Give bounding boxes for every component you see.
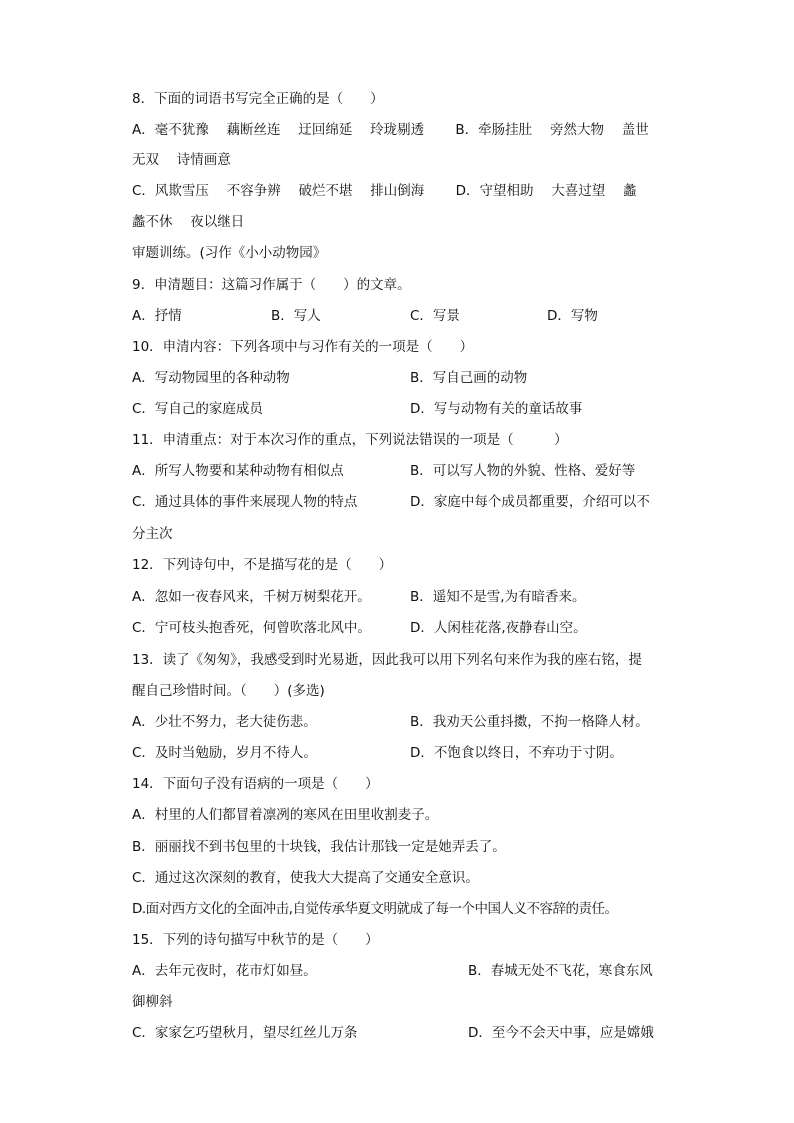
q13-option-b: B．我劝天公重抖擞，不拘一格降人材。 [410, 714, 649, 730]
q13-stem-cont: 醒自己珍惜时间。（ ）(多选) [132, 683, 325, 699]
q10-option-a: A．写动物园里的各种动物 [132, 370, 290, 386]
q11-option-d: D．家庭中每个成员都重要，介绍可以不 [410, 494, 650, 510]
q12-option-c: C．宁可枝头抱香死，何曾吹落北风中。 [132, 620, 371, 636]
q9-option-c: C．写景 [410, 308, 460, 324]
q10-option-c: C．写自己的家庭成员 [132, 401, 263, 417]
q10-stem: 10．申清内容：下列各项中与习作有关的一项是（ ） [132, 339, 474, 355]
q9-option-d: D．写物 [547, 308, 598, 324]
q14-option-d: D.面对西方文化的全面冲击,自觉传承华夏文明就成了每一个中国人义不容辞的责任。 [132, 901, 618, 917]
q14-stem: 14．下面句子没有语病的一项是（ ） [132, 776, 379, 792]
q9-option-a: A．抒情 [132, 308, 182, 324]
q8-stem: 8．下面的词语书写完全正确的是（ ） [132, 91, 384, 107]
q9-option-b: B．写人 [271, 308, 321, 324]
q10-option-d: D．写与动物有关的童话故事 [410, 401, 583, 417]
q13-stem: 13．读了《匆匆》，我感受到时光易逝，因此我可以用下列名句来作为我的座右铭，提 [132, 652, 642, 668]
q12-option-a: A．忽如一夜春风来，千树万树梨花开。 [132, 589, 371, 605]
q14-option-b: B．丽丽找不到书包里的十块钱，我估计那钱一定是她弄丢了。 [132, 839, 506, 855]
q14-option-a: A．村里的人们都冒着凛冽的寒风在田里收割麦子。 [132, 807, 439, 823]
q8-options-line2: 无双 诗情画意 [132, 152, 231, 168]
q12-option-b: B．遥知不是雪,为有暗香来。 [410, 589, 586, 605]
q13-option-c: C．及时当勉励，岁月不待人。 [132, 745, 317, 761]
q11-option-d-cont: 分主次 [132, 526, 173, 542]
q8-options-line1: A．毫不犹豫 藕断丝连 迂回绵延 玲珑剔透 B．牵肠挂肚 旁然大物 盖世 [132, 122, 649, 138]
q10-option-b: B．写自己画的动物 [410, 370, 528, 386]
q11-option-a: A．所写人物要和某种动物有相似点 [132, 463, 344, 479]
q14-option-c: C．通过这次深刻的教育，使我大大提高了交通安全意识。 [132, 870, 479, 886]
q8-options-line3: C．风欺雪压 不容争辨 破烂不堪 排山倒海 D．守望相助 大喜过望 蠡 [132, 183, 637, 199]
q8-options-line4: 蠡不休 夜以继日 [132, 214, 245, 230]
q11-option-c: C．通过具体的事件来展现人物的特点 [132, 494, 358, 510]
q15-option-d: D．至今不会天中事，应是嫦娥 [468, 1025, 654, 1041]
q12-stem: 12．下列诗句中，不是描写花的是（ ） [132, 557, 393, 573]
q15-stem: 15．下列的诗句描写中秋节的是（ ） [132, 932, 379, 948]
q15-option-a: A．去年元夜时，花市灯如昼。 [132, 963, 317, 979]
q13-option-d: D．不饱食以终日，不弃功于寸阴。 [410, 745, 623, 761]
section-intro: 审题训练。(习作《小小动物园》 [132, 245, 327, 261]
q12-option-d: D．人闲桂花落,夜静春山空。 [410, 620, 587, 636]
q15-option-b: B．春城无处不飞花，寒食东风 [468, 963, 653, 979]
q11-stem: 11．申清重点：对于本次习作的重点，下列说法错误的一项是（ ） [132, 432, 568, 448]
q15-option-b-cont: 御柳斜 [132, 994, 173, 1010]
q9-stem: 9．申清题目：这篇习作属于（ ）的文章。 [132, 277, 411, 293]
q15-option-c: C．家家乞巧望秋月，望尽红丝儿万条 [132, 1025, 358, 1041]
q13-option-a: A．少壮不努力，老大徒伤悲。 [132, 714, 317, 730]
q11-option-b: B．可以写人物的外貌、性格、爱好等 [410, 463, 636, 479]
